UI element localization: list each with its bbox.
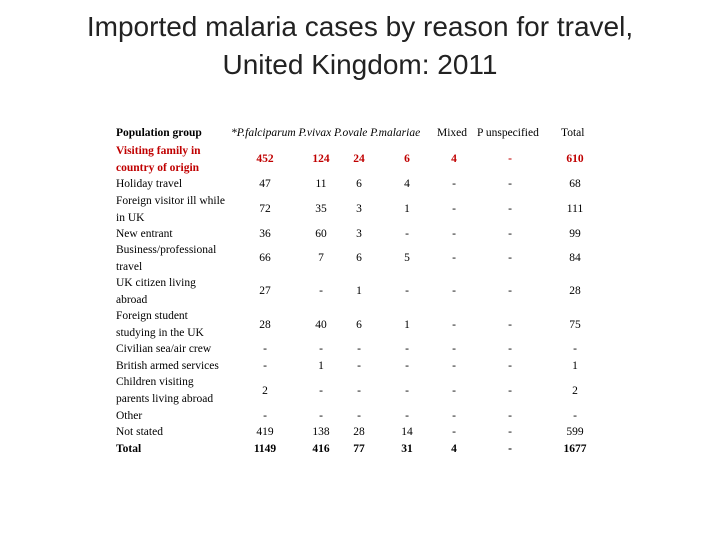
cell-ovale: 6 (356, 178, 362, 190)
cell-vivax: 35 (315, 203, 327, 215)
row-label (116, 193, 225, 226)
row-label-line: abroad (116, 293, 148, 306)
cell-malariae: - (405, 360, 409, 372)
cell-total: 1677 (563, 443, 587, 455)
cell-malariae: 5 (404, 252, 410, 264)
cell-malariae: 4 (404, 178, 410, 190)
cell-ovale: - (357, 385, 361, 397)
row-label-line: Holiday travel (116, 178, 183, 190)
cell-p-unspecified: - (508, 360, 512, 372)
header-species: *P.falciparum P.vivax P.ovale P.malariae (231, 127, 421, 139)
cell-malariae: - (405, 343, 409, 355)
cell-vivax: - (319, 343, 323, 355)
row-label (116, 275, 196, 308)
cell-total: - (573, 410, 577, 422)
cell-p-unspecified: - (508, 385, 512, 397)
cell-mixed: - (452, 285, 456, 297)
cell-falciparum: 47 (259, 178, 271, 190)
cell-ovale: 77 (353, 443, 365, 455)
row-label-line: Business/professional (116, 244, 217, 256)
cell-p-unspecified: - (508, 252, 512, 264)
cell-ovale: 28 (353, 426, 365, 438)
cell-ovale: 6 (356, 319, 362, 331)
row-label-line: parents living abroad (116, 392, 214, 405)
row-label-line: Not stated (116, 426, 163, 438)
cell-malariae: 14 (401, 426, 413, 438)
cell-malariae: - (405, 385, 409, 397)
row-label-line: Total (116, 443, 142, 455)
cell-falciparum: 27 (259, 285, 271, 297)
row-label (116, 408, 142, 425)
cell-p-unspecified: - (508, 178, 512, 190)
cell-ovale: - (357, 343, 361, 355)
cell-mixed: - (452, 319, 456, 331)
row-label-line: studying in the UK (116, 326, 204, 339)
cell-total: 111 (566, 203, 584, 215)
cell-ovale: 1 (356, 285, 362, 297)
title-line-1: Imported malaria cases by reason for travel, (86, 11, 634, 42)
cell-malariae: 1 (404, 203, 410, 215)
cell-falciparum: - (263, 360, 267, 372)
row-label-line: Civilian sea/air crew (116, 343, 212, 355)
row-label (116, 242, 216, 275)
cell-mixed: 4 (451, 153, 457, 165)
cell-total: 99 (569, 228, 581, 240)
cell-vivax: 11 (315, 178, 327, 190)
cell-mixed: - (452, 360, 456, 372)
cell-total: 599 (566, 426, 584, 438)
cell-total: 610 (566, 153, 584, 165)
cell-total: 28 (569, 285, 581, 297)
row-label-line: British armed services (116, 360, 219, 372)
cell-falciparum: 1149 (253, 443, 277, 455)
cell-malariae: 6 (404, 153, 410, 165)
cell-falciparum: 452 (256, 153, 274, 165)
row-label (116, 424, 163, 441)
cell-falciparum: 2 (262, 385, 268, 397)
cell-vivax: 124 (312, 153, 330, 165)
cell-falciparum: 419 (256, 426, 274, 438)
cell-mixed: 4 (451, 443, 457, 455)
cell-mixed: - (452, 178, 456, 190)
row-label-line: Foreign visitor ill while (116, 195, 225, 207)
row-label (116, 143, 201, 176)
title-line-2: United Kingdom: 2011 (222, 49, 498, 80)
row-label-line: Foreign student (116, 310, 188, 322)
cell-p-unspecified: - (508, 203, 512, 215)
cell-total: 2 (572, 385, 578, 397)
row-label-line: Other (116, 410, 143, 422)
cell-total: 75 (569, 319, 581, 331)
cell-p-unspecified: - (508, 343, 512, 355)
header-population-group: Population group (116, 127, 202, 139)
row-label (116, 441, 141, 458)
row-label-line: in UK (116, 211, 145, 224)
cell-total: 1 (572, 360, 578, 372)
header-mixed: Mixed (437, 127, 468, 139)
cell-total: - (573, 343, 577, 355)
row-label (116, 226, 173, 243)
header-p-unspecified: P unspecified (477, 127, 539, 139)
cell-ovale: - (357, 360, 361, 372)
cell-ovale: 6 (356, 252, 362, 264)
cell-ovale: 24 (353, 153, 365, 165)
cell-ovale: 3 (356, 228, 362, 240)
row-label-line: Visiting family in (116, 145, 201, 157)
cell-falciparum: - (263, 343, 267, 355)
cell-p-unspecified: - (508, 153, 512, 165)
cell-malariae: 1 (404, 319, 410, 331)
cell-mixed: - (452, 410, 456, 422)
cell-p-unspecified: - (508, 285, 512, 297)
row-label-line: New entrant (116, 228, 173, 240)
cell-malariae: - (405, 228, 409, 240)
cell-p-unspecified: - (508, 443, 512, 455)
cell-vivax: 138 (312, 426, 330, 438)
cell-vivax: 1 (318, 360, 324, 372)
cell-vivax: - (319, 385, 323, 397)
cell-vivax: 40 (315, 319, 327, 331)
cell-p-unspecified: - (508, 319, 512, 331)
row-label (116, 358, 219, 375)
cell-malariae: 31 (401, 443, 413, 455)
cell-total: 68 (569, 178, 581, 190)
cell-vivax: - (319, 285, 323, 297)
row-label-line: travel (116, 260, 143, 273)
header-total: Total (561, 127, 585, 139)
cell-vivax: 416 (312, 443, 330, 455)
cell-falciparum: - (263, 410, 267, 422)
cell-p-unspecified: - (508, 426, 512, 438)
row-label-line: Children visiting (116, 376, 194, 388)
cell-mixed: - (452, 343, 456, 355)
cell-malariae: - (405, 410, 409, 422)
cell-falciparum: 28 (259, 319, 271, 331)
cell-falciparum: 66 (259, 252, 271, 264)
cell-p-unspecified: - (508, 410, 512, 422)
cell-mixed: - (452, 385, 456, 397)
cell-falciparum: 36 (259, 228, 271, 240)
row-label (116, 341, 211, 358)
row-label (116, 308, 204, 341)
row-label (116, 374, 213, 407)
cell-vivax: - (319, 410, 323, 422)
row-label-line: UK citizen living (116, 277, 196, 289)
cell-malariae: - (405, 285, 409, 297)
cell-mixed: - (452, 228, 456, 240)
cell-mixed: - (452, 426, 456, 438)
cell-falciparum: 72 (259, 203, 271, 215)
cell-total: 84 (569, 252, 581, 264)
row-label (116, 176, 182, 193)
cell-ovale: - (357, 410, 361, 422)
cell-vivax: 60 (315, 228, 327, 240)
cell-ovale: 3 (356, 203, 362, 215)
cell-mixed: - (452, 252, 456, 264)
cell-mixed: - (452, 203, 456, 215)
cell-p-unspecified: - (508, 228, 512, 240)
row-label-line: country of origin (116, 161, 200, 174)
cell-vivax: 7 (318, 252, 324, 264)
